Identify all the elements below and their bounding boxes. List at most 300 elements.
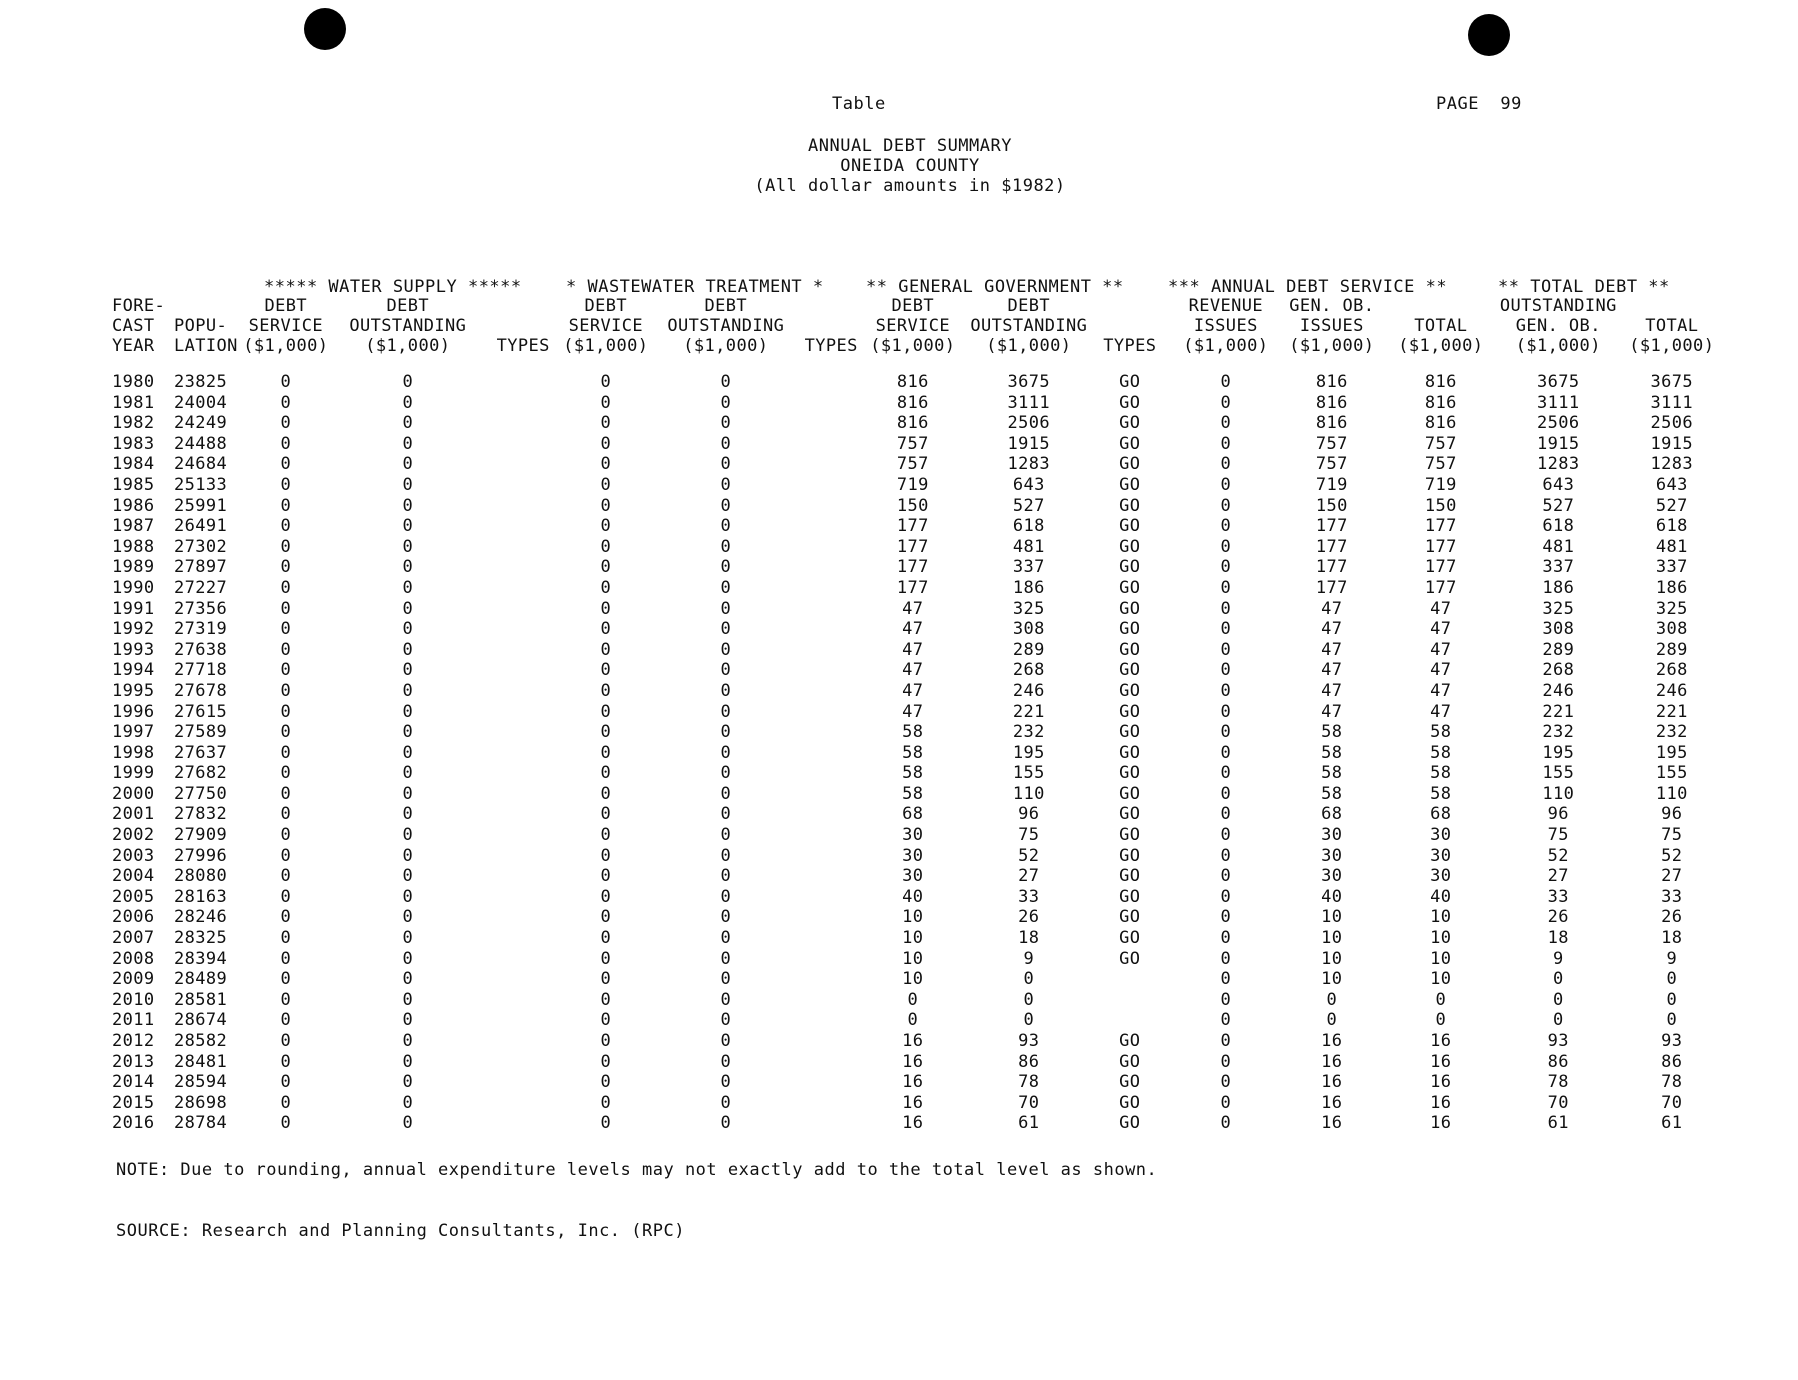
- cell-water-debt-outstanding: 0: [402, 783, 414, 804]
- cell-total-outstanding: 110: [1655, 783, 1688, 804]
- cell-gen-gov-types: GO: [1119, 804, 1141, 825]
- cell-wastewater-debt-outstanding: 0: [720, 619, 732, 640]
- cell-wastewater-debt-service: 0: [600, 1092, 612, 1113]
- cell-wastewater-debt-outstanding: 0: [720, 1113, 732, 1134]
- cell-water-types: [482, 763, 550, 784]
- cell-total-outstanding: 325: [1655, 598, 1688, 619]
- cell-gen-gov-debt-outstanding: 0: [1023, 1010, 1035, 1031]
- header-annual-total: TOTAL: [1414, 316, 1468, 336]
- cell-year: 1996: [112, 701, 155, 722]
- cell-water-debt-outstanding: 0: [402, 495, 414, 516]
- cell-wastewater-debt-outstanding: 0: [720, 1051, 732, 1072]
- cell-wastewater-debt-service: 0: [600, 969, 612, 990]
- cell-gen-ob-issues: 30: [1321, 866, 1343, 887]
- cell-year: 1993: [112, 639, 155, 660]
- cell-year: 1997: [112, 722, 155, 743]
- cell-water-debt-outstanding: 0: [402, 907, 414, 928]
- cell-year: 1983: [112, 433, 155, 454]
- cell-total-gen-ob: 33: [1547, 886, 1569, 907]
- header-total-gen-ob: GEN. OB.: [1515, 316, 1601, 336]
- cell-gen-gov-types: [1090, 969, 1170, 990]
- cell-population: 27832: [174, 804, 228, 825]
- cell-wastewater-debt-service: 0: [600, 928, 612, 949]
- cell-wastewater-types: [790, 1093, 858, 1114]
- cell-population: 28489: [174, 969, 228, 990]
- cell-total-outstanding: 618: [1655, 516, 1688, 537]
- cell-wastewater-types: [790, 475, 858, 496]
- cell-annual-total: 816: [1424, 392, 1457, 413]
- cell-gen-gov-types: GO: [1119, 557, 1141, 578]
- header-wastewater-debt-service: DEBT: [584, 296, 628, 316]
- cell-total-gen-ob: 96: [1547, 804, 1569, 825]
- cell-gen-gov-debt-outstanding: 268: [1012, 660, 1045, 681]
- cell-annual-total: 47: [1430, 619, 1452, 640]
- cell-wastewater-debt-service: 0: [600, 783, 612, 804]
- cell-wastewater-debt-service: 0: [600, 886, 612, 907]
- cell-wastewater-debt-outstanding: 0: [720, 639, 732, 660]
- header-total-outstanding: [1617, 296, 1727, 316]
- cell-wastewater-types: [790, 969, 858, 990]
- cell-wastewater-debt-service: 0: [600, 742, 612, 763]
- cell-gen-gov-debt-outstanding: 289: [1012, 639, 1045, 660]
- cell-wastewater-debt-outstanding: 0: [720, 928, 732, 949]
- cell-population: 27356: [174, 598, 228, 619]
- cell-water-types: [482, 907, 550, 928]
- cell-revenue-issues: 0: [1220, 577, 1232, 598]
- table-row: [112, 804, 1727, 825]
- cell-wastewater-debt-outstanding: 0: [720, 722, 732, 743]
- cell-wastewater-debt-outstanding: 0: [720, 742, 732, 763]
- cell-gen-gov-debt-service: 0: [907, 1010, 919, 1031]
- cell-population: 24488: [174, 433, 228, 454]
- table-row: [112, 846, 1727, 867]
- cell-revenue-issues: 0: [1220, 372, 1232, 392]
- cell-population: 28582: [174, 1031, 228, 1051]
- cell-water-types: [482, 454, 550, 475]
- cell-gen-ob-issues: 47: [1321, 639, 1343, 660]
- table-row: [112, 496, 1727, 517]
- cell-water-types: [482, 599, 550, 620]
- cell-year: 2015: [112, 1092, 155, 1113]
- cell-gen-gov-debt-service: 10: [902, 969, 924, 990]
- cell-water-debt-outstanding: 0: [402, 1051, 414, 1072]
- cell-wastewater-debt-outstanding: 0: [720, 413, 732, 434]
- cell-total-gen-ob: 221: [1542, 701, 1575, 722]
- cell-wastewater-debt-outstanding: 0: [720, 1010, 732, 1031]
- cell-gen-gov-debt-outstanding: 33: [1018, 886, 1040, 907]
- cell-gen-ob-issues: 47: [1321, 660, 1343, 681]
- cell-gen-gov-types: GO: [1119, 372, 1141, 392]
- cell-wastewater-types: [790, 537, 858, 558]
- cell-gen-gov-debt-service: 16: [902, 1092, 924, 1113]
- cell-total-outstanding: 1283: [1650, 454, 1694, 475]
- cell-revenue-issues: 0: [1220, 742, 1232, 763]
- cell-water-debt-service: 0: [280, 1092, 292, 1113]
- cell-revenue-issues: 0: [1220, 722, 1232, 743]
- cell-gen-gov-types: [1090, 1010, 1170, 1031]
- cell-gen-gov-debt-outstanding: 52: [1018, 845, 1040, 866]
- cell-wastewater-types: [790, 372, 858, 393]
- cell-year: 2008: [112, 948, 155, 969]
- cell-wastewater-debt-service: 0: [600, 619, 612, 640]
- cell-wastewater-debt-outstanding: 0: [720, 804, 732, 825]
- cell-wastewater-types: [790, 825, 858, 846]
- cell-total-gen-ob: 26: [1547, 907, 1569, 928]
- cell-wastewater-types: [790, 413, 858, 434]
- cell-gen-ob-issues: 68: [1321, 804, 1343, 825]
- header-gen-gov-debt-service: DEBT: [891, 296, 935, 316]
- cell-water-debt-service: 0: [280, 660, 292, 681]
- cell-wastewater-debt-outstanding: 0: [720, 536, 732, 557]
- cell-water-types: [482, 475, 550, 496]
- cell-gen-ob-issues: 58: [1321, 783, 1343, 804]
- cell-wastewater-debt-service: 0: [600, 1010, 612, 1031]
- header-gen-gov-types: TYPES: [1103, 336, 1157, 356]
- cell-population: 28325: [174, 928, 228, 949]
- cell-total-gen-ob: 70: [1547, 1092, 1569, 1113]
- cell-total-outstanding: 52: [1661, 845, 1683, 866]
- cell-water-types: [482, 804, 550, 825]
- cell-revenue-issues: 0: [1220, 454, 1232, 475]
- cell-total-outstanding: 93: [1661, 1031, 1683, 1051]
- cell-water-debt-outstanding: 0: [402, 804, 414, 825]
- cell-gen-gov-debt-service: 40: [902, 886, 924, 907]
- cell-gen-gov-types: GO: [1119, 413, 1141, 434]
- cell-gen-gov-debt-service: 177: [896, 577, 929, 598]
- group-general-government: ** GENERAL GOVERNMENT **: [866, 277, 1124, 297]
- cell-water-types: [482, 393, 550, 414]
- cell-water-debt-outstanding: 0: [402, 825, 414, 846]
- cell-total-gen-ob: 308: [1542, 619, 1575, 640]
- cell-gen-ob-issues: 816: [1315, 392, 1348, 413]
- cell-gen-gov-debt-outstanding: 246: [1012, 680, 1045, 701]
- cell-revenue-issues: 0: [1220, 969, 1232, 990]
- cell-gen-gov-debt-service: 30: [902, 845, 924, 866]
- cell-gen-gov-types: GO: [1119, 1113, 1141, 1134]
- cell-wastewater-debt-service: 0: [600, 660, 612, 681]
- header-annual-total: ($1,000): [1398, 336, 1484, 356]
- cell-water-debt-outstanding: 0: [402, 886, 414, 907]
- group-water-supply: ***** WATER SUPPLY *****: [264, 277, 522, 297]
- cell-gen-gov-types: [1090, 990, 1170, 1011]
- cell-population: 27750: [174, 783, 228, 804]
- cell-annual-total: 757: [1424, 454, 1457, 475]
- header-year: CAST: [112, 316, 155, 336]
- cell-annual-total: 757: [1424, 433, 1457, 454]
- cell-total-gen-ob: 0: [1552, 969, 1564, 990]
- cell-gen-gov-debt-service: 47: [902, 619, 924, 640]
- cell-water-debt-service: 0: [280, 763, 292, 784]
- cell-gen-ob-issues: 10: [1321, 948, 1343, 969]
- cell-water-debt-service: 0: [280, 866, 292, 887]
- cell-revenue-issues: 0: [1220, 598, 1232, 619]
- cell-wastewater-types: [790, 743, 858, 764]
- table-row: [112, 599, 1727, 620]
- cell-gen-gov-debt-service: 58: [902, 783, 924, 804]
- cell-year: 2010: [112, 989, 155, 1010]
- cell-wastewater-types: [790, 599, 858, 620]
- cell-water-types: [482, 496, 550, 517]
- cell-water-debt-outstanding: 0: [402, 1072, 414, 1093]
- cell-population: 27302: [174, 536, 228, 557]
- cell-annual-total: 10: [1430, 928, 1452, 949]
- header-year: YEAR: [112, 336, 155, 356]
- cell-wastewater-debt-service: 0: [600, 1051, 612, 1072]
- cell-gen-gov-types: GO: [1119, 948, 1141, 969]
- cell-water-types: [482, 578, 550, 599]
- table-row: [112, 825, 1727, 846]
- cell-water-debt-service: 0: [280, 1031, 292, 1051]
- cell-revenue-issues: 0: [1220, 619, 1232, 640]
- cell-total-gen-ob: 1283: [1537, 454, 1580, 475]
- cell-gen-gov-debt-service: 719: [896, 474, 929, 495]
- cell-wastewater-types: [790, 1010, 858, 1031]
- cell-water-debt-outstanding: 0: [402, 742, 414, 763]
- cell-water-debt-service: 0: [280, 1010, 292, 1031]
- cell-annual-total: 47: [1430, 598, 1452, 619]
- header-population: LATION: [174, 336, 238, 356]
- cell-total-gen-ob: 246: [1542, 680, 1575, 701]
- cell-water-debt-service: 0: [280, 722, 292, 743]
- cell-total-outstanding: 27: [1661, 866, 1683, 887]
- cell-year: 2003: [112, 845, 155, 866]
- cell-wastewater-types: [790, 1052, 858, 1073]
- header-water-debt-outstanding: DEBT: [386, 296, 430, 316]
- cell-wastewater-types: [790, 763, 858, 784]
- cell-total-gen-ob: 61: [1547, 1113, 1569, 1134]
- cell-gen-gov-types: GO: [1119, 763, 1141, 784]
- cell-water-debt-service: 0: [280, 845, 292, 866]
- cell-wastewater-debt-outstanding: 0: [720, 763, 732, 784]
- header-wastewater-debt-outstanding: DEBT: [704, 296, 748, 316]
- cell-water-types: [482, 660, 550, 681]
- cell-year: 1999: [112, 763, 155, 784]
- table-row: [112, 907, 1727, 928]
- cell-total-outstanding: 481: [1655, 536, 1688, 557]
- cell-water-types: [482, 846, 550, 867]
- cell-water-debt-outstanding: 0: [402, 722, 414, 743]
- cell-gen-ob-issues: 177: [1315, 536, 1348, 557]
- cell-wastewater-debt-outstanding: 0: [720, 948, 732, 969]
- cell-annual-total: 177: [1424, 516, 1457, 537]
- cell-annual-total: 177: [1424, 536, 1457, 557]
- cell-gen-gov-debt-outstanding: 61: [1018, 1113, 1040, 1134]
- cell-wastewater-debt-outstanding: 0: [720, 1031, 732, 1051]
- rounding-note: NOTE: Due to rounding, annual expenditure levels may not exactly add to the total level as shown.: [116, 1160, 1158, 1180]
- cell-total-outstanding: 9: [1666, 948, 1678, 969]
- cell-gen-gov-types: GO: [1119, 536, 1141, 557]
- cell-water-debt-service: 0: [280, 516, 292, 537]
- cell-gen-gov-debt-service: 0: [907, 989, 919, 1010]
- cell-wastewater-debt-outstanding: 0: [720, 1092, 732, 1113]
- cell-wastewater-types: [790, 1113, 858, 1134]
- cell-gen-gov-debt-service: 177: [896, 536, 929, 557]
- cell-wastewater-debt-outstanding: 0: [720, 907, 732, 928]
- cell-total-outstanding: 268: [1655, 660, 1688, 681]
- cell-gen-gov-debt-outstanding: 96: [1018, 804, 1040, 825]
- cell-water-debt-service: 0: [280, 701, 292, 722]
- cell-gen-gov-debt-outstanding: 155: [1012, 763, 1045, 784]
- cell-water-debt-service: 0: [280, 886, 292, 907]
- header-row: [112, 336, 1727, 356]
- cell-wastewater-debt-service: 0: [600, 763, 612, 784]
- cell-revenue-issues: 0: [1220, 557, 1232, 578]
- cell-wastewater-debt-outstanding: 0: [720, 845, 732, 866]
- cell-annual-total: 816: [1424, 413, 1457, 434]
- cell-water-debt-outstanding: 0: [402, 928, 414, 949]
- cell-gen-ob-issues: 30: [1321, 825, 1343, 846]
- cell-gen-gov-debt-outstanding: 3675: [1007, 372, 1051, 392]
- header-total-outstanding: ($1,000): [1629, 336, 1715, 356]
- cell-gen-ob-issues: 16: [1321, 1072, 1343, 1093]
- cell-gen-gov-debt-outstanding: 86: [1018, 1051, 1040, 1072]
- cell-water-types: [482, 743, 550, 764]
- cell-wastewater-types: [790, 516, 858, 537]
- cell-population: 27615: [174, 701, 228, 722]
- cell-wastewater-types: [790, 784, 858, 805]
- cell-revenue-issues: 0: [1220, 845, 1232, 866]
- cell-total-outstanding: 61: [1661, 1113, 1683, 1134]
- cell-water-debt-service: 0: [280, 1072, 292, 1093]
- cell-water-types: [482, 887, 550, 908]
- cell-water-debt-service: 0: [280, 1051, 292, 1072]
- cell-total-outstanding: 0: [1666, 969, 1678, 990]
- table-row: [112, 1010, 1727, 1031]
- county-title: ONEIDA COUNTY: [840, 156, 980, 176]
- header-wastewater-types: [790, 296, 858, 316]
- cell-total-outstanding: 33: [1661, 886, 1683, 907]
- cell-wastewater-debt-outstanding: 0: [720, 372, 732, 392]
- cell-revenue-issues: 0: [1220, 948, 1232, 969]
- cell-water-types: [482, 557, 550, 578]
- cell-gen-gov-debt-outstanding: 1915: [1007, 433, 1051, 454]
- cell-population: 27909: [174, 825, 228, 846]
- cell-revenue-issues: 0: [1220, 392, 1232, 413]
- cell-wastewater-debt-outstanding: 0: [720, 825, 732, 846]
- cell-water-types: [482, 1093, 550, 1114]
- cell-wastewater-types: [790, 640, 858, 661]
- cell-wastewater-debt-service: 0: [600, 639, 612, 660]
- cell-water-debt-service: 0: [280, 474, 292, 495]
- cell-year: 2009: [112, 969, 155, 990]
- cell-wastewater-debt-service: 0: [600, 474, 612, 495]
- cell-gen-gov-types: GO: [1119, 742, 1141, 763]
- cell-total-gen-ob: 618: [1542, 516, 1575, 537]
- cell-water-types: [482, 516, 550, 537]
- cell-revenue-issues: 0: [1220, 1113, 1232, 1134]
- cell-total-gen-ob: 1915: [1537, 433, 1580, 454]
- cell-population: 23825: [174, 372, 228, 392]
- cell-wastewater-debt-outstanding: 0: [720, 392, 732, 413]
- cell-year: 2013: [112, 1051, 155, 1072]
- cell-wastewater-debt-outstanding: 0: [720, 701, 732, 722]
- cell-gen-ob-issues: 0: [1326, 1010, 1338, 1031]
- cell-total-gen-ob: 27: [1547, 866, 1569, 887]
- cell-wastewater-types: [790, 928, 858, 949]
- cell-total-gen-ob: 643: [1542, 474, 1575, 495]
- cell-total-outstanding: 246: [1655, 680, 1688, 701]
- cell-gen-gov-debt-service: 816: [896, 372, 929, 392]
- cell-water-debt-outstanding: 0: [402, 1031, 414, 1051]
- cell-population: 27678: [174, 680, 228, 701]
- cell-gen-gov-debt-outstanding: 618: [1012, 516, 1045, 537]
- header-water-debt-service: SERVICE: [248, 316, 324, 336]
- cell-wastewater-types: [790, 1072, 858, 1093]
- cell-wastewater-debt-service: 0: [600, 1072, 612, 1093]
- header-wastewater-types: [790, 316, 858, 336]
- header-gen-gov-types: [1090, 316, 1170, 336]
- cell-wastewater-debt-service: 0: [600, 516, 612, 537]
- cell-population: 27718: [174, 660, 228, 681]
- cell-annual-total: 816: [1424, 372, 1457, 392]
- table-row: [112, 434, 1727, 455]
- cell-total-outstanding: 0: [1666, 989, 1678, 1010]
- cell-wastewater-types: [790, 454, 858, 475]
- cell-water-debt-service: 0: [280, 825, 292, 846]
- cell-water-debt-outstanding: 0: [402, 1010, 414, 1031]
- cell-wastewater-debt-service: 0: [600, 598, 612, 619]
- cell-wastewater-types: [790, 990, 858, 1011]
- cell-gen-ob-issues: 177: [1315, 577, 1348, 598]
- table-row: [112, 722, 1727, 743]
- cell-wastewater-debt-service: 0: [600, 825, 612, 846]
- cell-gen-gov-debt-service: 16: [902, 1031, 924, 1051]
- cell-water-types: [482, 1113, 550, 1134]
- header-revenue-issues: ISSUES: [1193, 316, 1258, 336]
- cell-gen-gov-debt-outstanding: 93: [1018, 1031, 1040, 1051]
- cell-total-outstanding: 221: [1655, 701, 1688, 722]
- cell-water-types: [482, 702, 550, 723]
- table-row: [112, 454, 1727, 475]
- cell-year: 2001: [112, 804, 155, 825]
- cell-year: 1989: [112, 557, 155, 578]
- cell-total-gen-ob: 2506: [1537, 413, 1580, 434]
- header-water-debt-outstanding: ($1,000): [365, 336, 451, 356]
- cell-year: 1987: [112, 516, 155, 537]
- cell-water-types: [482, 990, 550, 1011]
- cell-water-types: [482, 969, 550, 990]
- table-row: [112, 866, 1727, 887]
- table-label: Table: [832, 94, 886, 114]
- cell-population: 25133: [174, 474, 228, 495]
- cell-wastewater-debt-service: 0: [600, 495, 612, 516]
- cell-population: 25991: [174, 495, 228, 516]
- cell-wastewater-debt-service: 0: [600, 866, 612, 887]
- cell-year: 1990: [112, 577, 155, 598]
- cell-gen-gov-debt-service: 58: [902, 722, 924, 743]
- cell-revenue-issues: 0: [1220, 1010, 1232, 1031]
- cell-water-debt-service: 0: [280, 928, 292, 949]
- cell-population: 28080: [174, 866, 228, 887]
- table-row: [112, 1031, 1727, 1052]
- cell-population: 28698: [174, 1092, 228, 1113]
- cell-wastewater-types: [790, 887, 858, 908]
- cell-year: 1984: [112, 454, 155, 475]
- cell-population: 24684: [174, 454, 228, 475]
- cell-water-types: [482, 537, 550, 558]
- cell-gen-gov-debt-outstanding: 308: [1012, 619, 1045, 640]
- cell-annual-total: 16: [1430, 1092, 1452, 1113]
- cell-gen-ob-issues: 16: [1321, 1051, 1343, 1072]
- cell-annual-total: 16: [1430, 1051, 1452, 1072]
- table-row: [112, 393, 1727, 414]
- cell-wastewater-debt-service: 0: [600, 907, 612, 928]
- table-row: [112, 969, 1727, 990]
- cell-wastewater-debt-outstanding: 0: [720, 866, 732, 887]
- cell-gen-ob-issues: 30: [1321, 845, 1343, 866]
- cell-gen-gov-types: GO: [1119, 454, 1141, 475]
- cell-total-gen-ob: 75: [1547, 825, 1569, 846]
